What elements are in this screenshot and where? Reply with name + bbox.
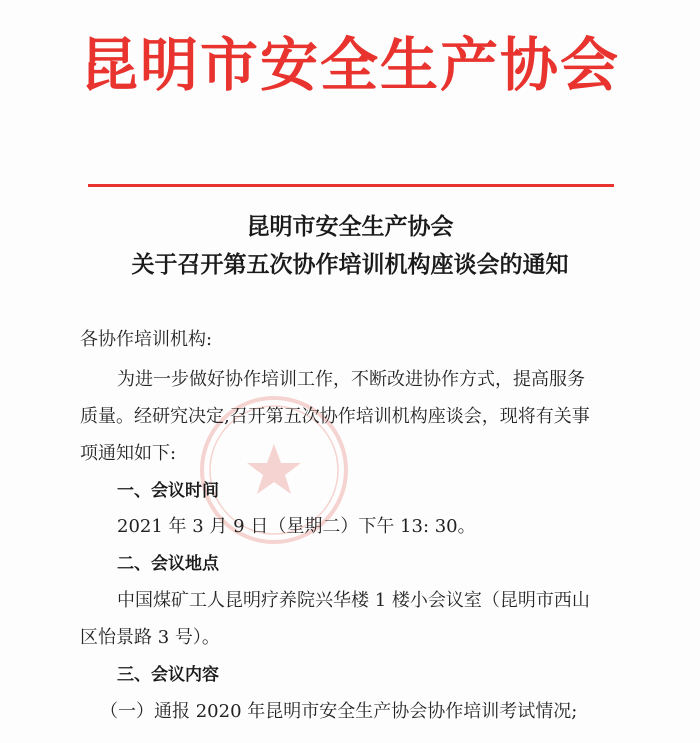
intro-paragraph-line2: 质量。经研究决定,召开第五次协作培训机构座谈会，现将有关事 [80, 406, 590, 427]
meeting-location-line1: 中国煤矿工人昆明疗养院兴华楼 1 楼小会议室（昆明市西山 [117, 590, 590, 611]
salutation: 各协作培训机构: [80, 329, 213, 350]
org-letterhead: 昆明市安全生产协会 [79, 31, 620, 99]
letterhead-divider [88, 184, 614, 187]
section2-heading: 二、会议地点 [117, 554, 219, 574]
notice-title-line1: 昆明市安全生产协会 [246, 213, 454, 240]
intro-paragraph-line3: 项通知如下: [80, 443, 177, 464]
section3-heading: 三、会议内容 [117, 665, 219, 685]
meeting-content-item1: （一）通报 2020 年昆明市安全生产协会协作培训考试情况; [100, 701, 578, 722]
intro-paragraph-line1: 为进一步做好协作培训工作，不断改进协作方式，提高服务 [117, 369, 585, 390]
notice-title-line2: 关于召开第五次协作培训机构座谈会的通知 [131, 251, 569, 278]
meeting-time: 2021 年 3 月 9 日（星期二）下午 13: 30。 [117, 516, 476, 537]
meeting-location-line2: 区怡景路 3 号）。 [80, 627, 220, 648]
section1-heading: 一、会议时间 [117, 481, 219, 501]
